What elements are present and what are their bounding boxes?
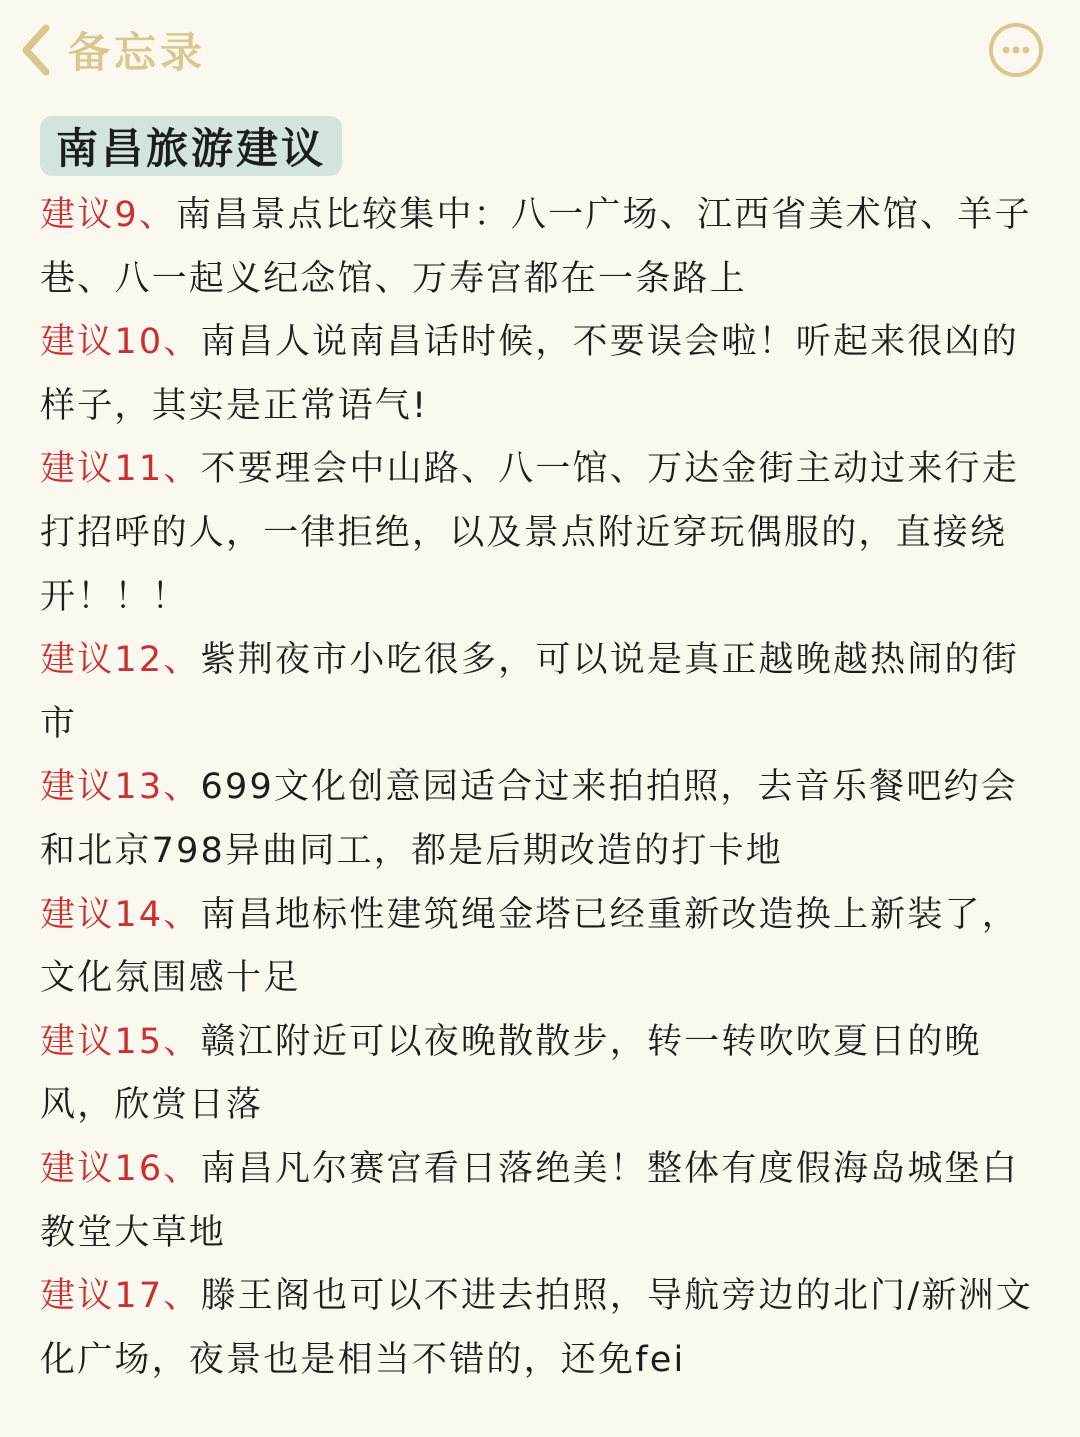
tip-item xyxy=(40,184,1040,311)
tip-item xyxy=(40,1011,1040,1138)
tip-label: 建议15、 xyxy=(40,1021,201,1062)
tip-text: 南昌地标性建筑绳金塔已经重新改造换上新装了，文化氛围感十足 xyxy=(40,894,1019,999)
tip-label: 建议10、 xyxy=(40,322,201,363)
tip-label: 建议16、 xyxy=(40,1148,201,1189)
tip-label: 建议14、 xyxy=(40,894,201,935)
tip-text: 紫荆夜市小吃很多，可以说是真正越晚越热闹的街市 xyxy=(40,640,1019,744)
tips-list xyxy=(40,184,1040,1392)
tip-item xyxy=(40,1138,1040,1265)
tip-text: 南昌凡尔赛宫看日落绝美！整体有度假海岛城堡白教堂大草地 xyxy=(40,1148,1019,1253)
tip-text: 滕王阁也可以不进去拍照，导航旁边的北门/新洲文化广场，夜景也是相当不错的，还免fei xyxy=(40,1276,1033,1380)
tip-label: 建议12、 xyxy=(40,640,201,681)
tip-item xyxy=(40,311,1040,438)
more-icon[interactable] xyxy=(988,22,1044,78)
back-label: 备忘录 xyxy=(68,28,207,77)
tip-item xyxy=(40,756,1040,883)
tip-label: 建议9、 xyxy=(40,195,177,235)
tip-label: 建议17、 xyxy=(40,1276,201,1317)
tip-text: 南昌景点比较集中：八一广场、江西省美术馆、羊子巷、八一起义纪念馆、万寿宫都在一条路上 xyxy=(40,195,1032,299)
tip-label: 建议11、 xyxy=(40,449,201,490)
tip-label: 建议13、 xyxy=(40,767,201,808)
title-highlight xyxy=(40,116,342,176)
page-title: 南昌旅游建议 xyxy=(56,124,327,173)
tip-item xyxy=(40,629,1040,756)
tip-text: 不要理会中山路、八一馆、万达金街主动过来行走打招呼的人，一律拒绝，以及景点附近穿玩偶服的，直接绕开！！！ xyxy=(40,449,1019,617)
tip-item xyxy=(40,438,1040,629)
tip-item xyxy=(40,884,1040,1011)
back-button[interactable] xyxy=(14,20,206,80)
chevron-left-icon xyxy=(14,20,58,80)
tip-text: 南昌人说南昌话时候，不要误会啦！听起来很凶的样子，其实是正常语气! xyxy=(40,322,1019,426)
nav-bar xyxy=(0,0,1080,100)
tip-text: 699文化创意园适合过来拍拍照，去音乐餐吧约会和北京798异曲同工，都是后期改造的打卡地 xyxy=(40,767,1018,871)
tip-item xyxy=(40,1265,1040,1392)
tip-text: 赣江附近可以夜晚散散步，转一转吹吹夏日的晚风，欣赏日落 xyxy=(40,1021,982,1126)
